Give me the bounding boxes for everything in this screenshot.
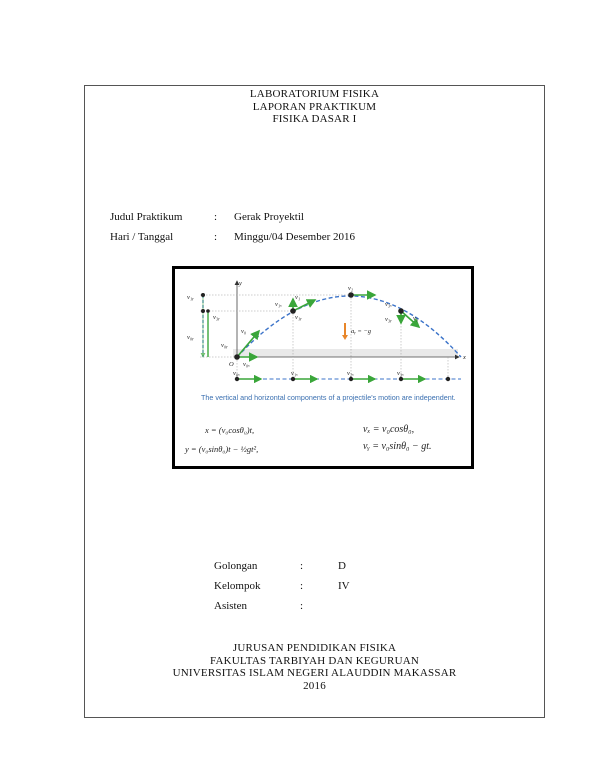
- hari-label: Hari / Tanggal: [110, 231, 174, 243]
- v1x-inline-label: v₁ₓ: [275, 301, 282, 308]
- golongan-colon: :: [300, 560, 304, 572]
- footer-year: 2016: [303, 679, 326, 692]
- header-report: LAPORAN PRAKTIKUM: [252, 100, 377, 113]
- kelompok-colon: :: [300, 580, 304, 592]
- report-footer: [84, 642, 545, 692]
- figure-caption: The vertical and horizontal components of a projectile's motion are independent.: [201, 393, 456, 402]
- header-lab: LABORATORIUM FISIKA: [249, 88, 380, 100]
- v3y-inline-label: v₃ᵧ: [385, 316, 392, 323]
- projectile-diagram: [175, 269, 471, 466]
- hari-value: Minggu/04 Desember 2016: [234, 231, 355, 243]
- acceleration-arrowhead: [342, 335, 348, 340]
- v3y-left-label: v₃ᵧ: [213, 314, 220, 321]
- v0-label: v₀: [241, 328, 247, 335]
- judul-value: Gerak Proyektil: [234, 211, 304, 223]
- equation-y: y = (v₀sinθ₀)t − ½gt²,: [185, 444, 259, 454]
- kelompok-value: IV: [338, 580, 350, 592]
- report-header: [84, 88, 545, 126]
- v3-label: v₃: [413, 315, 419, 322]
- v1-label: v₁: [295, 294, 301, 301]
- v1y-inline-label: v₁ᵧ: [295, 314, 302, 321]
- footer-university: UNIVERSITAS ISLAM NEGERI ALAUDDIN MAKASSAR: [172, 667, 457, 679]
- asisten-label: Asisten: [214, 600, 247, 612]
- equation-x: x = (v₀cosθ₀)t,: [205, 425, 255, 435]
- projectile-figure: [172, 266, 474, 469]
- bottom-v3x-label: v₃ₓ: [397, 370, 404, 377]
- footer-department: JURUSAN PENDIDIKAN FISIKA: [232, 642, 397, 654]
- header-course: FISIKA DASAR I: [272, 113, 357, 125]
- bottom-v1x-label: v₁ₓ: [291, 370, 298, 377]
- golongan-value: D: [338, 560, 346, 572]
- ground-shade: [233, 349, 458, 357]
- acceleration-label: aᵧ = −g: [351, 328, 372, 335]
- hari-colon: :: [214, 231, 218, 243]
- golongan-label: Golongan: [214, 560, 258, 572]
- trajectory: [237, 296, 461, 357]
- judul-colon: :: [214, 211, 218, 223]
- x-axis-label: x: [463, 354, 466, 361]
- kelompok-label: Kelompok: [214, 580, 261, 592]
- v0x-label: v₀ₓ: [243, 361, 250, 368]
- bottom-v2x-label: v₂ₓ: [347, 370, 354, 377]
- left-v1y-label: v₁ᵧ: [187, 294, 194, 301]
- left-v0y-label: v₀ᵧ: [187, 334, 194, 341]
- asisten-colon: :: [300, 600, 304, 612]
- v3x-inline-label: v₃ₓ: [385, 301, 392, 308]
- v2-label: v₂: [348, 285, 354, 292]
- bottom-v0x-label: v₀ₓ: [233, 370, 240, 377]
- judul-label: Judul Praktikum: [110, 211, 183, 223]
- v0y-label: v₀ᵧ: [221, 342, 228, 349]
- vertical-components: [201, 293, 210, 357]
- origin-label: O: [229, 361, 234, 368]
- equation-vy: vᵧ = v₀sinθ₀ − gt.: [363, 441, 432, 452]
- footer-faculty: FAKULTAS TARBIYAH DAN KEGURUAN: [209, 654, 420, 667]
- y-axis-label: y: [239, 280, 242, 287]
- equation-vx: vₓ = v₀cosθ₀,: [363, 424, 415, 435]
